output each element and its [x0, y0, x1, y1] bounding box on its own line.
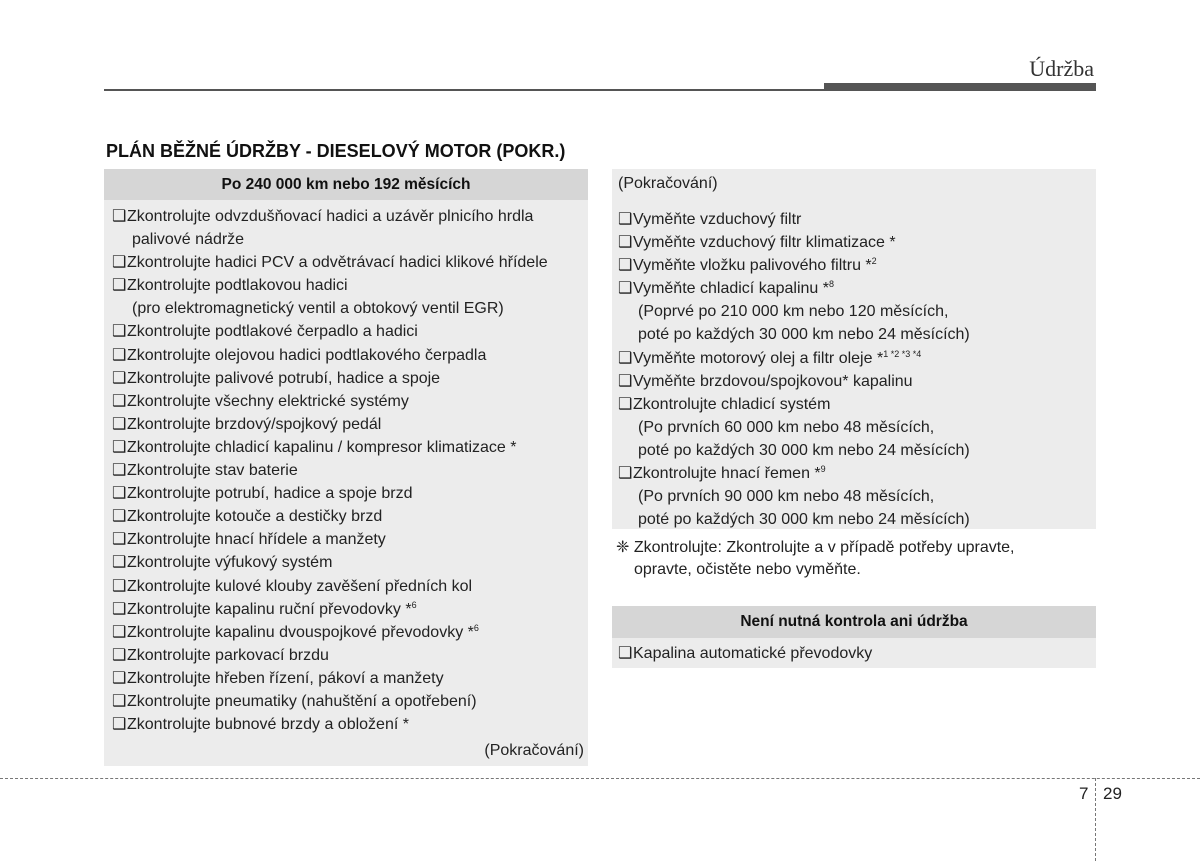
item-text: Vyměňte brzdovou/spojkovou* kapalinu [633, 372, 913, 390]
item-text: Vyměňte vzduchový filtr [633, 211, 802, 228]
checklist-item [112, 344, 588, 367]
checkbox-icon: ❑ [112, 392, 127, 410]
item-text: Zkontrolujte podtlakové čerpadlo a hadici [127, 323, 418, 341]
checklist-item [112, 482, 588, 505]
checkbox-icon: ❑ [112, 462, 127, 480]
checkbox-icon: ❑ [112, 600, 127, 618]
item-text: Vyměňte chladicí kapalinu * [633, 280, 829, 298]
checklist-item [112, 367, 588, 390]
footer-rule [0, 778, 1200, 779]
checkbox-icon: ❑ [112, 669, 127, 687]
checkbox-icon: ❑ [618, 234, 633, 252]
item-text: Vyměňte vložku palivového filtru * [633, 257, 872, 275]
footnote-ref: 9 [820, 464, 826, 475]
item-detail: (Po prvních 60 000 km nebo 48 měsících, [638, 418, 935, 436]
checkbox-icon: ❑ [112, 646, 127, 664]
page-number: 29 [1103, 784, 1122, 803]
header-rule [104, 89, 824, 91]
item-text: Zkontrolujte hnací řemen * [633, 465, 821, 483]
item-text: Vyměňte motorový olej a filtr oleje * [633, 349, 884, 367]
item-text: Zkontrolujte olejovou hadici podtlakového čerpadla [127, 346, 487, 364]
item-text: Vyměňte vzduchový filtr klimatizace * [633, 234, 896, 252]
panel-heading: Po 240 000 km nebo 192 měsících [104, 169, 588, 200]
checklist-item [618, 254, 1096, 277]
checkbox-icon: ❑ [112, 508, 127, 526]
section-title: PLÁN BĚŽNÉ ÚDRŽBY - DIESELOVÝ MOTOR (POKR.) [106, 141, 566, 161]
checklist-item [112, 459, 588, 482]
footnote-ref: 2 [871, 256, 877, 267]
checkbox-icon: ❑ [618, 349, 633, 367]
footnote-ref: 8 [828, 279, 834, 290]
checkbox-icon: ❑ [618, 645, 633, 662]
item-detail: poté po každých 30 000 km nebo 24 měsících) [638, 326, 970, 344]
checkbox-icon: ❑ [618, 372, 633, 390]
item-text: Zkontrolujte chladicí kapalinu / kompresor klimatizace * [127, 438, 517, 456]
item-text: Zkontrolujte parkovací brzdu [127, 646, 329, 664]
checklist-item [112, 667, 588, 690]
item-detail: poté po každých 30 000 km nebo 24 měsících) [638, 441, 970, 459]
item-text: Zkontrolujte stav baterie [127, 462, 298, 480]
checklist-item [618, 208, 1096, 231]
checklist-item [618, 277, 1096, 346]
item-detail: (pro elektromagnetický ventil a obtokový ventil EGR) [132, 300, 504, 318]
footer-divider [1095, 778, 1096, 861]
checkbox-icon: ❑ [112, 692, 127, 710]
footnote [616, 537, 1094, 581]
panel-heading: Není nutná kontrola ani údržba [612, 606, 1096, 638]
checklist-item [618, 347, 1096, 370]
maintenance-panel-240000km [104, 169, 588, 766]
checklist-item [618, 231, 1096, 254]
checkbox-icon: ❑ [112, 346, 127, 364]
footnote-ref: 1 *2 *3 *4 [883, 348, 922, 359]
chapter-title: Údržba [1029, 56, 1094, 81]
checklist-item [618, 462, 1096, 531]
item-text: Zkontrolujte odvzdušňovací hadici a uzávěr plnicího hrdla [127, 208, 534, 225]
checkbox-icon: ❑ [618, 395, 633, 413]
continued-label: (Pokračování) [618, 175, 718, 192]
footnote-line: opravte, očistěte nebo vyměňte. [634, 561, 861, 578]
footnote-line: ❈ Zkontrolujte: Zkontrolujte a v případě potřeby upravte, [616, 539, 1015, 556]
checkbox-icon: ❑ [618, 280, 633, 298]
checkbox-icon: ❑ [112, 323, 127, 341]
checklist-item [112, 551, 588, 574]
checkbox-icon: ❑ [112, 531, 127, 549]
item-text: Kapalina automatické převodovky [633, 645, 873, 662]
checklist-item [112, 713, 588, 736]
checklist-item [618, 393, 1096, 462]
item-text: Zkontrolujte chladicí systém [633, 395, 831, 413]
item-text: Zkontrolujte kulové klouby zavěšení předních kol [127, 577, 473, 595]
item-text: Zkontrolujte pneumatiky (nahuštění a opotřebení) [127, 692, 477, 710]
continued-label: (Pokračování) [484, 742, 584, 759]
item-text: Zkontrolujte výfukový systém [127, 554, 333, 572]
checklist-item [112, 413, 588, 436]
checklist-item [618, 642, 1096, 665]
item-text: Zkontrolujte potrubí, hadice a spoje brzd [127, 485, 413, 503]
checklist-item [112, 274, 588, 320]
checkbox-icon: ❑ [112, 577, 127, 595]
item-detail: (Po prvních 90 000 km nebo 48 měsících, [638, 488, 935, 506]
checklist-item [112, 690, 588, 713]
checkbox-icon: ❑ [112, 254, 127, 272]
checklist-item [112, 390, 588, 413]
checklist-item [112, 505, 588, 528]
checkbox-icon: ❑ [112, 623, 127, 641]
checkbox-icon: ❑ [618, 211, 633, 228]
checklist-item [112, 251, 588, 274]
header-rule-accent [824, 83, 1096, 91]
item-text: Zkontrolujte palivové potrubí, hadice a spoje [127, 369, 441, 387]
checkbox-icon: ❑ [112, 554, 127, 572]
item-detail: poté po každých 30 000 km nebo 24 měsících) [638, 511, 970, 529]
no-maintenance-panel [612, 606, 1096, 668]
item-text: Zkontrolujte hadici PCV a odvětrávací hadici klikové hřídele [127, 254, 548, 272]
checklist [104, 200, 588, 736]
checklist-item [112, 644, 588, 667]
checkbox-icon: ❑ [112, 277, 127, 295]
item-text: Zkontrolujte podtlakovou hadici [127, 277, 348, 295]
checklist-item [112, 621, 588, 644]
checkbox-icon: ❑ [112, 485, 127, 503]
chapter-number: 7 [1079, 784, 1089, 803]
checklist [612, 638, 1096, 665]
checkbox-icon: ❑ [112, 415, 127, 433]
item-text: Zkontrolujte kapalinu dvouspojkové převodovky * [127, 623, 474, 641]
checklist-item [112, 436, 588, 459]
item-text: Zkontrolujte bubnové brzdy a obložení * [127, 716, 409, 734]
checkbox-icon: ❑ [112, 208, 127, 225]
footnote-ref: 6 [473, 622, 479, 633]
checkbox-icon: ❑ [618, 465, 633, 483]
item-text: Zkontrolujte hnací hřídele a manžety [127, 531, 386, 549]
checklist-item [112, 320, 588, 343]
item-text: Zkontrolujte brzdový/spojkový pedál [127, 415, 382, 433]
item-text: Zkontrolujte kapalinu ruční převodovky * [127, 600, 412, 618]
item-detail: (Poprvé po 210 000 km nebo 120 měsících, [638, 303, 949, 321]
checkbox-icon: ❑ [618, 257, 633, 275]
checkbox-icon: ❑ [112, 369, 127, 387]
item-text: Zkontrolujte kotouče a destičky brzd [127, 508, 383, 526]
checklist-item [112, 575, 588, 598]
item-text: Zkontrolujte hřeben řízení, pákoví a manžety [127, 669, 444, 687]
maintenance-panel-continued [612, 169, 1096, 529]
checklist-item [618, 370, 1096, 393]
checklist [612, 202, 1096, 531]
checkbox-icon: ❑ [112, 716, 127, 734]
checklist-item [112, 205, 588, 251]
checkbox-icon: ❑ [112, 438, 127, 456]
item-detail: palivové nádrže [132, 231, 245, 249]
checklist-item [112, 528, 588, 551]
checklist-item [112, 598, 588, 621]
footnote-ref: 6 [411, 599, 417, 610]
item-text: Zkontrolujte všechny elektrické systémy [127, 392, 409, 410]
